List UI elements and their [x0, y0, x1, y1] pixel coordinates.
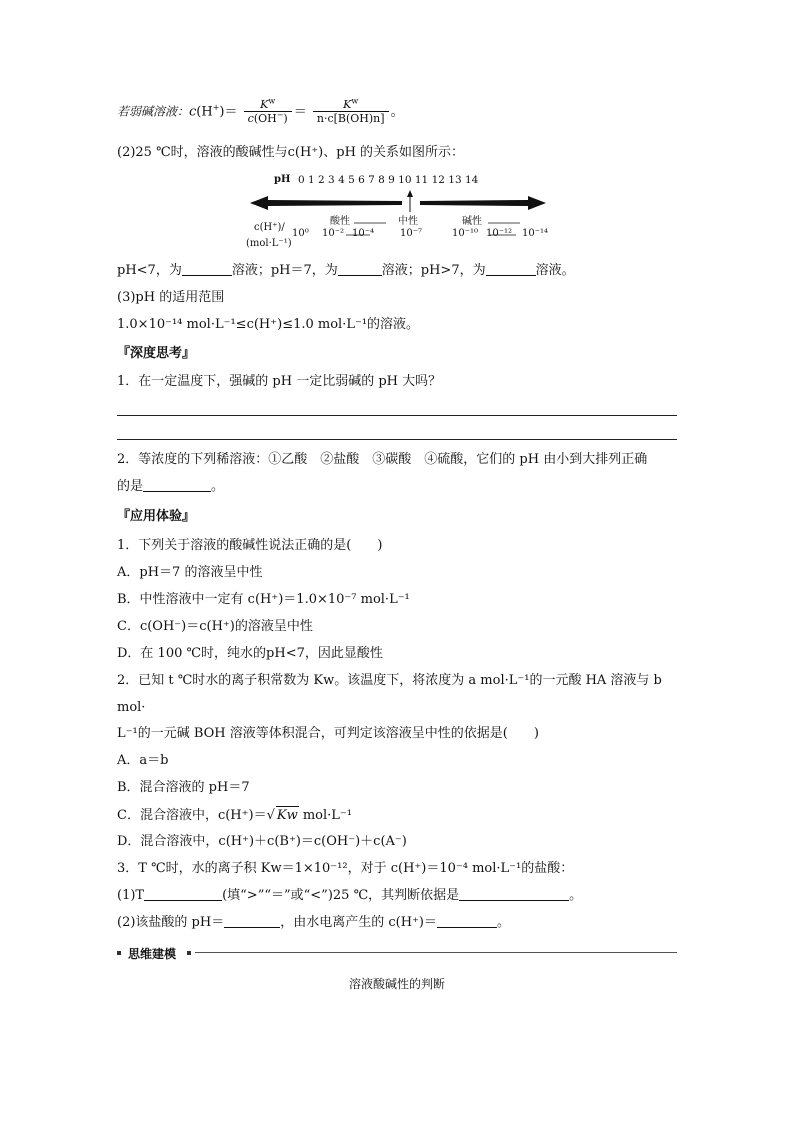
problem-1-option-a[interactable]: A．pH＝7 的溶液呈中性	[117, 565, 263, 580]
ph-blank-sentence: pH<7，为 溶液；pH＝7，为 溶液；pH>7，为 溶液。	[117, 263, 575, 278]
ph-values: 0 1 2 3 4 5 6 7 8 9 10 11 12 13 14	[298, 174, 479, 186]
acid-label: 酸性	[330, 216, 350, 227]
problem-2-option-a[interactable]: A．a＝b	[117, 753, 169, 768]
thinking-question-1: 1．在一定温度下，强碱的 pH 一定比弱碱的 pH 大吗？	[117, 374, 442, 389]
sqrt-icon: √	[266, 808, 275, 823]
neutral-arrowhead-icon	[407, 190, 413, 197]
blank-water-h-conc[interactable]	[437, 914, 497, 928]
problem-1-option-c[interactable]: C．c(OH⁻)＝c(H⁺)的溶液呈中性	[117, 619, 313, 634]
thinking-question-2-line1: 2．等浓度的下列稀溶液：①乙酸 ②盐酸 ③碳酸 ④硫酸，它们的 pH 由小到大排列正确	[117, 452, 648, 467]
application-header: 『应用体验』	[117, 509, 196, 524]
section-caption: 溶液酸碱性的判断	[348, 977, 445, 991]
section-3-title: (3)pH 的适用范围	[117, 290, 225, 305]
c-value-6: 10⁻¹²	[486, 228, 513, 239]
c-value-2: 10⁻²	[322, 228, 345, 239]
problem-2-option-b[interactable]: B．混合溶液的 pH＝7	[117, 780, 250, 795]
c-value-5: 10⁻¹⁰	[452, 228, 479, 239]
problem-2-stem-2: mol·	[117, 700, 146, 715]
c-value-4: 10⁻⁷	[400, 228, 423, 239]
c-h-label: c(H⁺)/	[254, 222, 285, 233]
weak-base-prefix: 若弱碱溶液：	[117, 104, 190, 119]
base-label: 碱性	[462, 216, 482, 227]
answer-line-1[interactable]	[117, 415, 677, 416]
ph-label: pH	[274, 174, 291, 185]
weak-base-formula: 若弱碱溶液：c(H+)＝ $\frac{K^w}{c(OH^-)}$ ＝ $\frac{K^w}{n\cdot c[B(OH)n]}$ 。	[117, 96, 404, 125]
section-2-intro: (2)25 ℃时，溶液的酸碱性与c(H⁺)、pH 的关系如图所示：	[117, 145, 465, 160]
neutral-label: 中性	[398, 216, 418, 227]
c-value-3: 10⁻⁴	[352, 228, 375, 239]
thinking-question-2-line2: 的是 。	[117, 479, 225, 494]
ph-range-text: 1.0×10⁻¹⁴ mol·L⁻¹≤c(H⁺)≤1.0 mol·L⁻¹的溶液。	[117, 317, 420, 332]
square-bullet-icon	[117, 951, 121, 955]
blank-basic[interactable]	[486, 262, 536, 276]
problem-3-question-2: (2)该盐酸的 pH＝ ，由水电离产生的 c(H⁺)＝ 。	[117, 915, 510, 930]
problem-2-option-d[interactable]: D．混合溶液中，c(H⁺)＋c(B⁺)＝c(OH⁻)＋c(A⁻)	[117, 834, 407, 849]
thinking-model-label: 思维建模	[128, 947, 177, 961]
c-value-7: 10⁻¹⁴	[522, 228, 549, 239]
blank-temperature-compare[interactable]	[144, 887, 222, 901]
blank-reason[interactable]	[459, 887, 569, 901]
base-arrow-icon	[420, 196, 546, 210]
answer-line-2[interactable]	[117, 439, 677, 440]
acid-arrow-icon	[250, 196, 402, 210]
problem-2-stem-3: L⁻¹的一元碱 BOH 溶液等体积混合，可判定该溶液呈中性的依据是( )	[117, 726, 539, 741]
deep-thinking-header: 『深度思考』	[117, 346, 196, 361]
blank-acidic[interactable]	[182, 262, 232, 276]
fraction-kw-over-boh: $\frac{K^w}{n\cdot c[B(OH)n]}$	[313, 98, 389, 126]
problem-1-option-d[interactable]: D．在 100 ℃时，纯水的pH<7，因此显酸性	[117, 646, 383, 661]
problem-2-option-c[interactable]: C．混合溶液中，c(H⁺)＝√ Kw mol·L⁻¹	[117, 808, 353, 823]
ph-scale-diagram	[246, 170, 556, 254]
square-bullet-icon	[187, 951, 191, 955]
c-value-1: 10⁰	[292, 228, 309, 239]
thinking-model-divider	[117, 945, 677, 961]
blank-ph-order[interactable]	[143, 478, 211, 492]
problem-3-question-1: (1)T (填“>”“＝”或“<”)25 ℃，其判断依据是 。	[117, 888, 583, 903]
blank-ph-value[interactable]	[224, 914, 280, 928]
problem-1-option-b[interactable]: B．中性溶液中一定有 c(H⁺)＝1.0×10⁻⁷ mol·L⁻¹	[117, 592, 410, 607]
blank-neutral[interactable]	[338, 262, 382, 276]
problem-2-stem-1: 2．已知 t ℃时水的离子积常数为 Kw。该温度下，将浓度为 a mol·L⁻¹的一元酸 HA 溶液与 b	[117, 673, 662, 688]
divider-line	[195, 952, 677, 953]
unit-label: (mol·L⁻¹)	[246, 238, 292, 249]
problem-1-stem: 1．下列关于溶液的酸碱性说法正确的是( )	[117, 538, 383, 553]
problem-3-stem: 3．T ℃时，水的离子积 Kw＝1×10⁻¹²，对于 c(H⁺)＝10⁻⁴ mol·L⁻¹的盐酸：	[117, 861, 574, 876]
fraction-kw-over-oh: $\frac{K^w}{c(OH^-)}$	[244, 98, 292, 126]
